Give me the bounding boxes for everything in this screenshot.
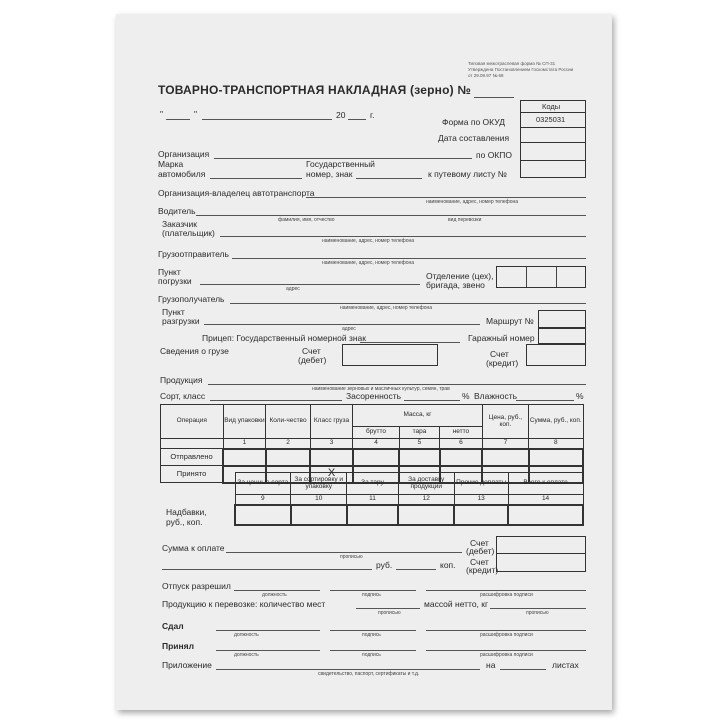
rub-label: руб. (376, 560, 393, 570)
trailer-line[interactable] (360, 342, 460, 343)
col-mass: Масса, кг (353, 405, 482, 427)
grade-label: Сорт, класс (160, 391, 206, 401)
unloading-line[interactable] (204, 324, 480, 325)
sum-accounts-box[interactable] (496, 536, 586, 572)
num-7: 7 (482, 439, 528, 449)
col-gross: брутто (353, 427, 399, 439)
handed-decoding-line[interactable] (426, 630, 586, 631)
cargo-credit-label-1: Счет (490, 349, 509, 359)
shipper-hint: наименование, адрес, номер телефона (322, 260, 415, 266)
attachment-line[interactable] (216, 669, 480, 670)
customer-label-2: (плательщик) (162, 228, 215, 238)
on-label: на (486, 660, 496, 670)
sum-label: Сумма к оплате (162, 543, 225, 553)
cross-mark: X (310, 466, 353, 483)
date-month-line[interactable] (202, 119, 332, 120)
row-received-label: Принято (161, 466, 224, 483)
release-decoding-line[interactable] (426, 590, 586, 591)
garage-box[interactable] (538, 328, 586, 344)
loading-line[interactable] (200, 284, 420, 285)
date-g: г. (370, 110, 375, 120)
driver-line[interactable] (196, 215, 586, 216)
net-mass-line[interactable] (490, 608, 586, 609)
handed-position-hint: должность (234, 632, 259, 638)
consignee-line[interactable] (230, 303, 586, 304)
pct2: % (576, 391, 584, 401)
driver-label: Водитель (158, 206, 196, 216)
num-4: 4 (353, 439, 399, 449)
snum-13: 13 (454, 495, 508, 505)
transport-accept-label: Продукцию к перевозке: количество мест (162, 599, 326, 609)
contamination-label: Засоренность (346, 391, 402, 401)
humidity-label: Влажность (474, 391, 518, 401)
surcharge-label-1: Надбавки, (166, 507, 207, 517)
form-note-line2: Утверждена Постановлением Госкомстата России (468, 67, 574, 72)
table-cell[interactable] (508, 505, 583, 525)
state-number-label-1: Государственный (306, 159, 375, 169)
table-cell[interactable] (235, 505, 291, 525)
sum-words-line[interactable] (226, 552, 462, 553)
unloading-hint: адрес (342, 326, 356, 332)
table-cell[interactable] (454, 505, 508, 525)
date-quote-close: " (194, 109, 198, 119)
route-label: Маршрут № (486, 316, 534, 326)
surcharge-col-other: Прочие доплаты (454, 473, 508, 495)
handed-decoding-hint: расшифровка подписи (480, 632, 533, 638)
release-signature-line[interactable] (330, 590, 416, 591)
col-price: Цена, руб., коп. (482, 405, 528, 439)
accepted-position-line[interactable] (216, 650, 320, 651)
num-2: 2 (266, 439, 311, 449)
table-cell[interactable] (529, 449, 583, 466)
num-1: 1 (223, 439, 266, 449)
sum-in-words-hint: прописью (340, 554, 363, 560)
okpo-label: по ОКПО (476, 150, 512, 160)
consignee-label: Грузополучатель (158, 294, 225, 304)
surcharge-label-2: руб., коп. (166, 517, 203, 527)
accepted-signature-hint: подпись (362, 652, 381, 658)
net-mass-hint: прописью (526, 610, 549, 616)
col-quantity: Коли-чество (266, 405, 311, 439)
owner-org-label: Организация-владелец автотранспорта (158, 188, 315, 198)
sum-words-line-2[interactable] (162, 569, 372, 570)
table-cell[interactable] (223, 449, 266, 466)
handed-signature-line[interactable] (330, 630, 416, 631)
sheets-label: листах (552, 660, 579, 670)
cargo-credit-label-2: (кредит) (486, 358, 519, 368)
table-cell[interactable] (398, 505, 454, 525)
date-year-line[interactable] (348, 119, 366, 120)
date-compiled-label: Дата составления (438, 133, 510, 143)
okud-value: 0325031 (536, 115, 566, 124)
pct1: % (462, 391, 470, 401)
surcharge-table (234, 472, 584, 526)
driver-hint: фамилия, имя, отчество (278, 217, 335, 223)
col-cargo-class: Класс груза (310, 405, 353, 439)
table-cell[interactable] (399, 449, 439, 466)
cargo-info-label: Сведения о грузе (160, 346, 229, 356)
customer-line[interactable] (220, 236, 586, 237)
accepted-label: Принял (162, 641, 195, 651)
num-3: 3 (310, 439, 353, 449)
state-number-label-2: номер, знак (306, 169, 353, 179)
table-cell[interactable] (310, 449, 353, 466)
owner-hint: наименование, адрес, номер телефона (426, 199, 519, 205)
table-cell[interactable] (482, 449, 528, 466)
release-position-line[interactable] (234, 590, 320, 591)
unloading-label-1: Пункт (162, 307, 185, 317)
num-6: 6 (440, 439, 482, 449)
handed-label: Сдал (162, 621, 184, 631)
route-box[interactable] (538, 310, 586, 328)
accepted-decoding-hint: расшифровка подписи (480, 652, 533, 658)
table-cell[interactable] (266, 449, 311, 466)
surcharge-col-sorting: За сортировку и упаковку (291, 473, 347, 495)
transport-type-hint: вид перевозки (448, 217, 482, 223)
product-label: Продукция (160, 375, 203, 385)
customer-label-1: Заказчик (162, 219, 197, 229)
date-year: 20 (336, 110, 346, 120)
snum-12: 12 (398, 495, 454, 505)
owner-org-line[interactable] (306, 197, 586, 198)
places-line[interactable] (356, 608, 420, 609)
codes-header: Коды (542, 102, 561, 111)
snum-9: 9 (235, 495, 291, 505)
document-title: ТОВАРНО-ТРАНСПОРТНАЯ НАКЛАДНАЯ (зерно) № (158, 83, 471, 97)
accepted-decoding-line[interactable] (426, 650, 586, 651)
organization-label: Организация (158, 149, 210, 159)
handed-signature-hint: подпись (362, 632, 381, 638)
table-cell[interactable] (291, 505, 347, 525)
places-hint: прописью (378, 610, 401, 616)
table-cell[interactable] (347, 505, 398, 525)
release-decoding-hint: расшифровка подписи (480, 592, 533, 598)
okud-label: Форма по ОКУД (442, 117, 505, 127)
cargo-credit-box[interactable] (526, 344, 586, 366)
sheets-count-line[interactable] (500, 669, 546, 670)
kop-label: коп. (440, 560, 456, 570)
shipper-line[interactable] (232, 258, 586, 259)
attachment-hint: свидетельство, паспорт, сертификаты и т.д. (318, 671, 420, 677)
release-signature-hint: подпись (362, 592, 381, 598)
product-hint: наименование зерновых и масличных культур, семян, трав (312, 386, 450, 392)
accepted-position-hint: должность (234, 652, 259, 658)
loading-label-1: Пункт (158, 267, 181, 277)
release-label: Отпуск разрешил (162, 581, 231, 591)
division-label-2: бригада, звено (426, 280, 485, 290)
number-line[interactable] (474, 97, 514, 98)
sum-debit-label-2: (дебет) (466, 546, 495, 556)
cargo-debit-label-1: Счет (302, 346, 321, 356)
shipper-label: Грузоотправитель (158, 249, 229, 259)
col-net: нетто (440, 427, 482, 439)
car-brand-line[interactable] (210, 178, 302, 179)
surcharge-col-delivery: За доставку продукции (398, 473, 454, 495)
sum-debit-label-1: Счет (470, 538, 489, 548)
car-brand-label-1: Марка (158, 159, 184, 169)
num-5: 5 (399, 439, 439, 449)
form-note-line3: от 29.09.97 № 68 (468, 73, 504, 78)
car-brand-label-2: автомобиля (158, 169, 206, 179)
product-line[interactable] (208, 384, 586, 385)
accepted-signature-line[interactable] (330, 650, 416, 651)
snum-11: 11 (347, 495, 398, 505)
surcharge-col-total: Всего к оплате (508, 473, 583, 495)
surcharge-col-tare: За тару (347, 473, 398, 495)
table-cell[interactable] (440, 449, 482, 466)
col-sum: Сумма, руб., коп. (529, 405, 583, 439)
cargo-debit-label-2: (дебет) (298, 355, 327, 365)
table-cell[interactable] (353, 449, 399, 466)
waybill-sheet (116, 14, 612, 710)
garage-label: Гаражный номер (468, 333, 535, 343)
sum-credit-label-2: (кредит) (466, 565, 499, 575)
division-label-1: Отделение (цех), (426, 271, 494, 281)
humidity-line[interactable] (516, 400, 574, 401)
snum-14: 14 (508, 495, 583, 505)
sum-credit-label-1: Счет (470, 557, 489, 567)
grade-line[interactable] (210, 400, 342, 401)
customer-hint: наименование, адрес, номер телефона (322, 238, 415, 244)
kop-line[interactable] (396, 569, 436, 570)
attachment-label: Приложение (162, 660, 212, 670)
loading-hint: адрес (286, 286, 300, 292)
contamination-line[interactable] (404, 400, 460, 401)
row-sent-label: Отправлено (161, 449, 224, 466)
date-day-line[interactable] (166, 119, 190, 120)
state-number-line[interactable] (356, 178, 422, 179)
handed-position-line[interactable] (216, 630, 320, 631)
form-note-line1: Типовая межотраслевая форма № СП-31 (468, 61, 556, 66)
snum-10: 10 (291, 495, 347, 505)
waybill-label: к путевому листу № (428, 169, 507, 179)
col-tare: тара (399, 427, 439, 439)
release-position-hint: должность (262, 592, 287, 598)
date-quote-open: " (160, 109, 164, 119)
unloading-label-2: разгрузки (162, 316, 200, 326)
loading-label-2: погрузки (158, 276, 192, 286)
cargo-debit-box[interactable] (342, 344, 438, 366)
net-mass-label: массой нетто, кг (424, 599, 489, 609)
division-box[interactable] (496, 266, 586, 288)
col-operation: Операция (161, 405, 224, 439)
surcharge-col-valuable: За ценные сорта (235, 473, 291, 495)
num-8: 8 (529, 439, 583, 449)
consignee-hint: наименование, адрес, номер телефона (340, 305, 433, 311)
col-packaging: Вид упаковки (223, 405, 266, 439)
trailer-label: Прицеп: Государственный номерной знак (202, 333, 366, 343)
